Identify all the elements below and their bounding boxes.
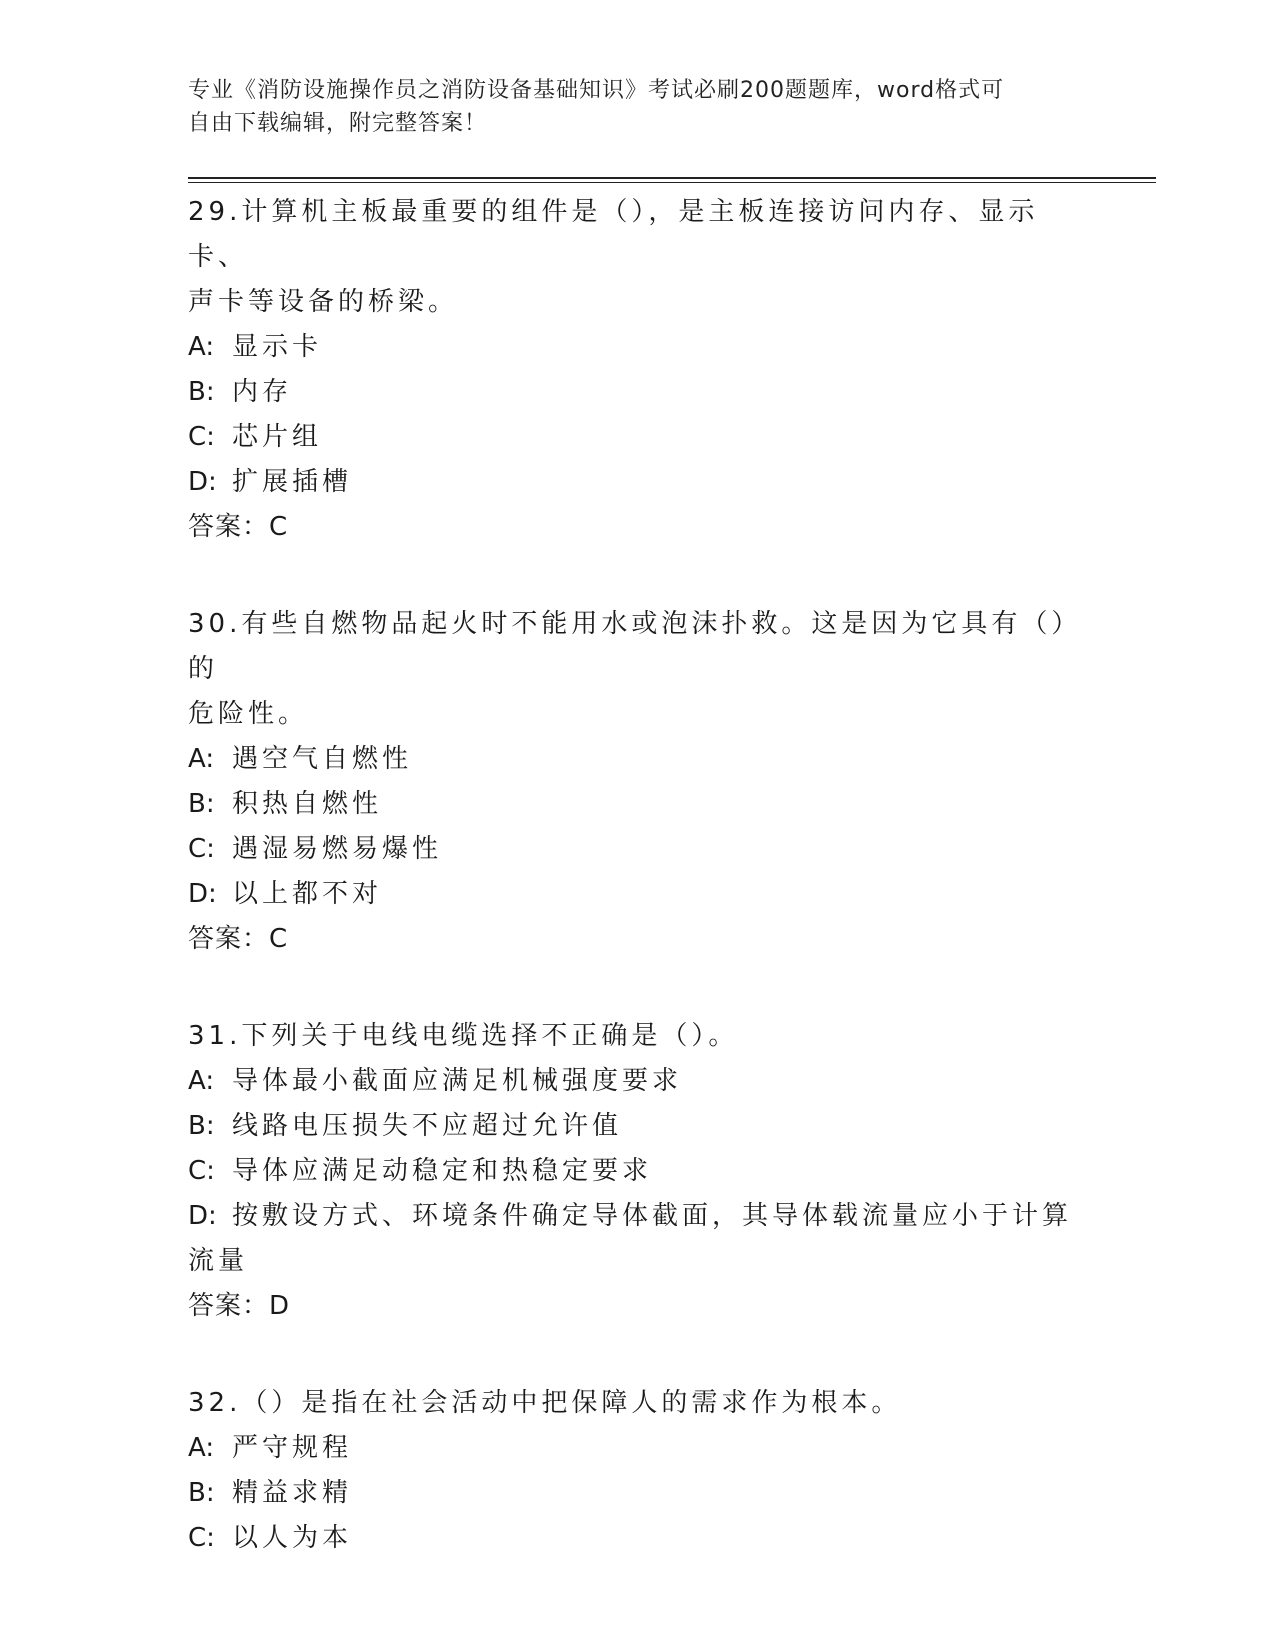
option-letter: D:: [188, 879, 217, 909]
option-b: [188, 370, 1078, 415]
option-text: 以人为本: [232, 1523, 353, 1553]
option-c: [188, 827, 1078, 872]
option-text: 芯片组: [232, 422, 323, 452]
question-stem: [188, 190, 1078, 280]
option-d: [188, 460, 1078, 505]
answer-label: 答案：: [188, 924, 270, 954]
answer-label: 答案：: [188, 1291, 270, 1321]
option-text: 精益求精: [232, 1478, 353, 1508]
option-text: 按敷设方式、环境条件确定导体截面，其导体载流量应小于计算流量: [188, 1201, 1073, 1276]
option-c: [188, 415, 1078, 460]
header-rule-thin: [188, 182, 1156, 183]
option-letter: B:: [188, 789, 215, 819]
answer-line: [188, 505, 1078, 550]
option-b: [188, 1471, 1078, 1516]
option-text: 严守规程: [232, 1433, 353, 1463]
question-list: [188, 190, 1078, 1613]
option-a: [188, 1059, 1078, 1104]
question-31: [188, 1014, 1078, 1329]
question-number: 31.: [188, 1021, 242, 1051]
option-letter: C:: [188, 1523, 215, 1553]
question-text-line-2: 危险性。: [188, 699, 309, 729]
answer-label: 答案：: [188, 512, 270, 542]
option-c: [188, 1516, 1078, 1561]
header-rule-thick: [188, 177, 1156, 179]
question-number: 30.: [188, 609, 242, 639]
option-b: [188, 782, 1078, 827]
option-letter: B:: [188, 1111, 215, 1141]
option-b: [188, 1104, 1078, 1149]
option-letter: A:: [188, 744, 215, 774]
option-text: 导体应满足动稳定和热稳定要求: [232, 1156, 653, 1186]
answer-value: C: [269, 512, 289, 542]
question-30: [188, 602, 1078, 962]
question-stem: [188, 1014, 1078, 1059]
question-number: 29.: [188, 197, 242, 227]
option-text: 遇湿易燃易爆性: [232, 834, 443, 864]
option-text: 以上都不对: [232, 879, 383, 909]
option-letter: C:: [188, 834, 215, 864]
answer-line: [188, 917, 1078, 962]
question-text-line-1: （）是指在社会活动中把保障人的需求作为根本。: [241, 1388, 902, 1418]
option-a: [188, 325, 1078, 370]
option-text: 积热自燃性: [232, 789, 383, 819]
header-line-1: 专业《消防设施操作员之消防设备基础知识》考试必刷200题题库，word格式可: [188, 78, 1005, 103]
option-letter: D:: [188, 467, 217, 497]
option-letter: D:: [188, 1201, 217, 1231]
answer-value: C: [269, 924, 289, 954]
question-29: [188, 190, 1078, 550]
question-number: 32.: [188, 1388, 242, 1418]
option-d: [188, 872, 1078, 917]
option-c: [188, 1149, 1078, 1194]
option-letter: A:: [188, 1433, 215, 1463]
option-letter: A:: [188, 1066, 215, 1096]
option-letter: B:: [188, 1478, 215, 1508]
option-a: [188, 737, 1078, 782]
question-text-line-1: 有些自燃物品起火时不能用水或泡沫扑救。这是因为它具有（）的: [188, 609, 1069, 684]
question-text-line-1: 计算机主板最重要的组件是（），是主板连接访问内存、显示卡、: [188, 197, 1039, 272]
question-stem: [188, 1381, 1078, 1426]
option-d: [188, 1194, 1078, 1284]
option-text: 内存: [232, 377, 293, 407]
answer-value: D: [269, 1291, 291, 1321]
option-text: 显示卡: [232, 332, 323, 362]
question-stem: [188, 602, 1078, 692]
question-text-line-2: 声卡等设备的桥梁。: [188, 287, 459, 317]
answer-line: [188, 1284, 1078, 1329]
option-text: 扩展插槽: [232, 467, 353, 497]
option-letter: A:: [188, 332, 215, 362]
header-line-2: 自由下载编辑，附完整答案！: [188, 111, 488, 136]
question-32: [188, 1381, 1078, 1561]
document-header: [188, 74, 1068, 140]
option-letter: C:: [188, 422, 215, 452]
option-letter: C:: [188, 1156, 215, 1186]
option-text: 导体最小截面应满足机械强度要求: [232, 1066, 683, 1096]
option-letter: B:: [188, 377, 215, 407]
question-text-line-1: 下列关于电线电缆选择不正确是（）。: [241, 1021, 739, 1051]
option-a: [188, 1426, 1078, 1471]
option-text: 线路电压损失不应超过允许值: [232, 1111, 623, 1141]
option-text: 遇空气自燃性: [232, 744, 413, 774]
